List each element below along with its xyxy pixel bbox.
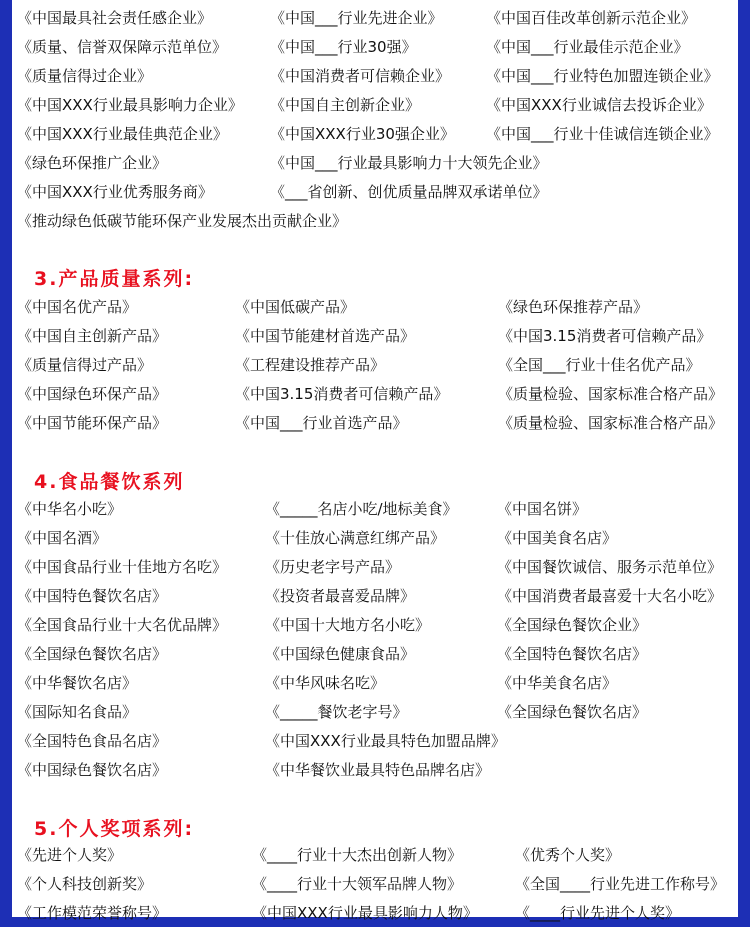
award-title: 《全国绿色餐饮名店》 [17, 645, 168, 663]
award-title: 《中国十大地方名小吃》 [265, 616, 431, 634]
list-row [12, 726, 738, 755]
award-title: 《中华餐饮名店》 [17, 674, 138, 692]
section-heading-product-quality: 3.产品质量系列: [34, 268, 195, 290]
award-title: 《质量、信誉双保障示范单位》 [17, 38, 228, 56]
award-title: 《中国XXX行业诚信去投诉企业》 [486, 96, 712, 114]
award-title: 《全国特色食品名店》 [17, 732, 168, 750]
award-title: 《中国XXX行业最具影响力人物》 [252, 904, 478, 922]
award-title: 《中国绿色餐饮名店》 [17, 761, 168, 779]
list-row [12, 61, 738, 90]
award-title: 《质量检验、国家标准合格产品》 [498, 385, 724, 403]
award-title: 《中国XXX行业最佳典范企业》 [17, 125, 228, 143]
list-row [12, 869, 738, 898]
award-title: 《____行业先进个人奖》 [515, 904, 681, 922]
award-title: 《_____餐饮老字号》 [265, 703, 408, 721]
award-title: 《先进个人奖》 [17, 846, 123, 864]
list-row [12, 898, 738, 927]
award-title: 《___省创新、创优质量品牌双承诺单位》 [270, 183, 548, 201]
award-title: 《中国名饼》 [497, 500, 588, 518]
list-row [12, 3, 738, 32]
list-row [12, 840, 738, 869]
list-row [12, 755, 738, 784]
award-title: 《中华美食名店》 [497, 674, 618, 692]
award-title: 《中国消费者最喜爱十大名小吃》 [497, 587, 723, 605]
award-title: 《全国食品行业十大名优品牌》 [17, 616, 228, 634]
award-title: 《中华名小吃》 [17, 500, 123, 518]
award-title: 《中国节能建材首选产品》 [235, 327, 416, 345]
award-title: 《十佳放心满意红绑产品》 [265, 529, 446, 547]
section-enterprise-awards [12, 3, 738, 235]
award-title: 《____行业十大领军品牌人物》 [252, 875, 463, 893]
award-title: 《_____名店小吃/地标美食》 [265, 500, 458, 518]
list-row [12, 408, 738, 437]
award-title: 《绿色环保推荐产品》 [498, 298, 649, 316]
award-title: 《中国绿色环保产品》 [17, 385, 168, 403]
section-product-quality [12, 292, 738, 437]
award-title: 《质量信得过产品》 [17, 356, 153, 374]
award-title: 《工程建设推荐产品》 [235, 356, 386, 374]
list-row [12, 292, 738, 321]
list-row [12, 494, 738, 523]
list-row [12, 697, 738, 726]
section-heading-personal-awards: 5.个人奖项系列: [34, 818, 195, 840]
award-title: 《全国____行业先进工作称号》 [515, 875, 726, 893]
award-title: 《推动绿色低碳节能环保产业发展杰出贡献企业》 [17, 212, 348, 230]
award-title: 《中国___行业最具影响力十大领先企业》 [270, 154, 548, 172]
award-title: 《中国名优产品》 [17, 298, 138, 316]
award-title: 《中国食品行业十佳地方名吃》 [17, 558, 228, 576]
award-title: 《中国自主创新企业》 [270, 96, 421, 114]
list-row [12, 523, 738, 552]
award-title: 《绿色环保推广企业》 [17, 154, 168, 172]
list-row [12, 90, 738, 119]
award-title: 《中国3.15消费者可信赖产品》 [235, 385, 449, 403]
award-title: 《中华风味名吃》 [265, 674, 386, 692]
award-title: 《全国___行业十佳名优产品》 [498, 356, 701, 374]
certificate-list-page [12, 0, 738, 922]
award-title: 《中国XXX行业最具特色加盟品牌》 [265, 732, 506, 750]
award-title: 《中国XXX行业30强企业》 [270, 125, 455, 143]
award-title: 《中国消费者可信赖企业》 [270, 67, 451, 85]
award-title: 《中国美食名店》 [497, 529, 618, 547]
award-title: 《____行业十大杰出创新人物》 [252, 846, 463, 864]
list-row [12, 148, 738, 177]
award-title: 《质量信得过企业》 [17, 67, 153, 85]
award-title: 《中华餐饮业最具特色品牌名店》 [265, 761, 491, 779]
award-title: 《中国餐饮诚信、服务示范单位》 [497, 558, 723, 576]
award-title: 《全国绿色餐饮企业》 [497, 616, 648, 634]
list-row [12, 32, 738, 61]
award-title: 《中国___行业最佳示范企业》 [486, 38, 689, 56]
list-row [12, 668, 738, 697]
award-title: 《中国百佳改革创新示范企业》 [486, 9, 697, 27]
award-title: 《中国最具社会责任感企业》 [17, 9, 213, 27]
award-title: 《中国3.15消费者可信赖产品》 [498, 327, 712, 345]
award-title: 《优秀个人奖》 [515, 846, 621, 864]
list-row [12, 552, 738, 581]
section-heading-food-catering: 4.食品餐饮系列 [34, 471, 185, 493]
list-row [12, 177, 738, 206]
award-title: 《中国节能环保产品》 [17, 414, 168, 432]
list-row [12, 350, 738, 379]
award-title: 《中国___行业特色加盟连锁企业》 [486, 67, 719, 85]
award-title: 《中国___行业先进企业》 [270, 9, 443, 27]
award-title: 《中国___行业30强》 [270, 38, 417, 56]
award-title: 《中国绿色健康食品》 [265, 645, 416, 663]
list-row [12, 610, 738, 639]
award-title: 《投资者最喜爱品牌》 [265, 587, 416, 605]
award-title: 《中国低碳产品》 [235, 298, 356, 316]
award-title: 《工作模范荣誉称号》 [17, 904, 168, 922]
list-row [12, 321, 738, 350]
award-title: 《中国名酒》 [17, 529, 108, 547]
award-title: 《中国XXX行业最具影响力企业》 [17, 96, 243, 114]
award-title: 《中国自主创新产品》 [17, 327, 168, 345]
list-row [12, 639, 738, 668]
award-title: 《中国XXX行业优秀服务商》 [17, 183, 213, 201]
award-title: 《中国___行业首选产品》 [235, 414, 408, 432]
award-title: 《中国___行业十佳诚信连锁企业》 [486, 125, 719, 143]
award-title: 《历史老字号产品》 [265, 558, 401, 576]
award-title: 《个人科技创新奖》 [17, 875, 153, 893]
list-row [12, 119, 738, 148]
award-title: 《全国绿色餐饮名店》 [497, 703, 648, 721]
section-food-catering [12, 494, 738, 784]
award-title: 《中国特色餐饮名店》 [17, 587, 168, 605]
award-title: 《质量检验、国家标准合格产品》 [498, 414, 724, 432]
section-personal-awards [12, 840, 738, 927]
list-row [12, 581, 738, 610]
award-title: 《全国特色餐饮名店》 [497, 645, 648, 663]
list-row [12, 206, 738, 235]
award-title: 《国际知名食品》 [17, 703, 138, 721]
list-row [12, 379, 738, 408]
